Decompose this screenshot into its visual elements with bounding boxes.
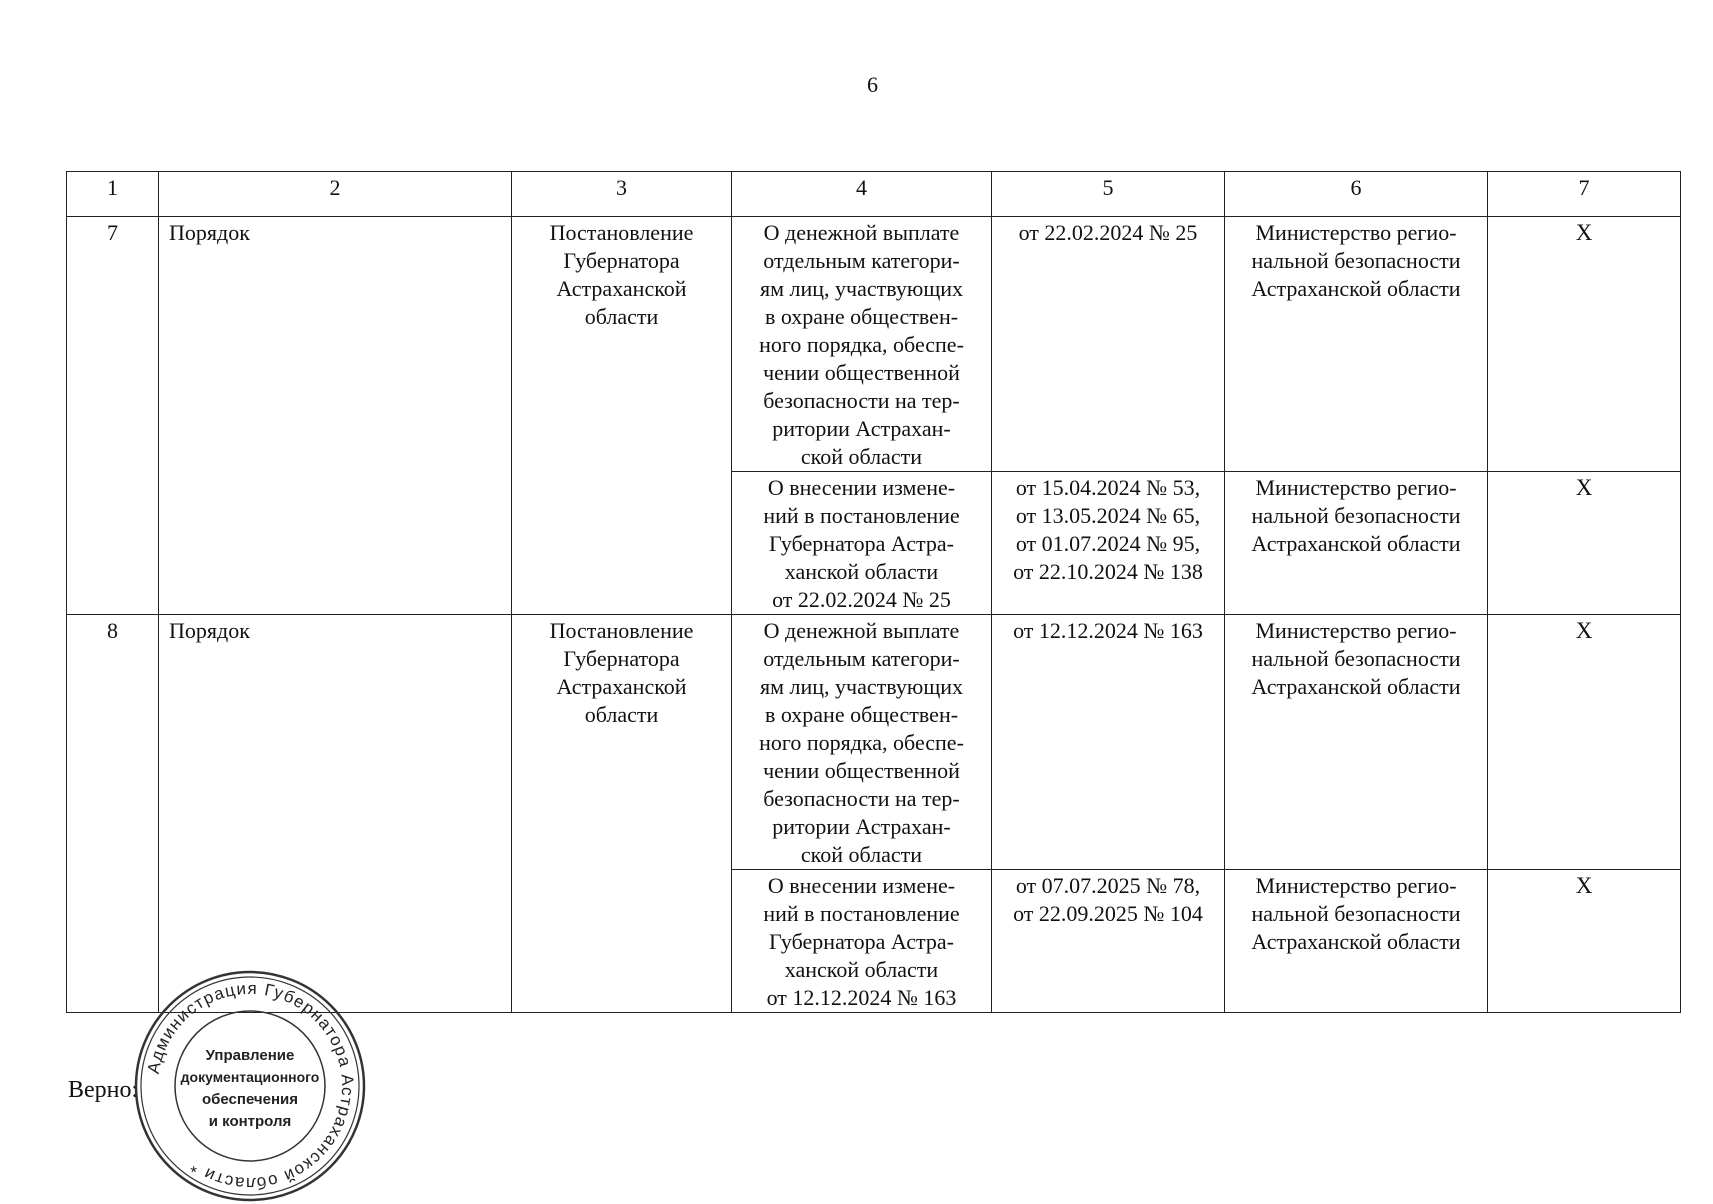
act-title [732, 615, 992, 870]
act-type-line: области [584, 304, 659, 329]
act-type-line: Астраханской [556, 674, 687, 699]
act-type-line: области [584, 702, 659, 727]
table-row [67, 615, 1681, 870]
authority-line: Министерство регио- [1255, 873, 1457, 898]
authority-line: Министерство регио- [1255, 220, 1457, 245]
act-title-line: чении общественной [763, 360, 960, 385]
act-title-line: О денежной выплате [763, 220, 960, 245]
column-header: 2 [159, 172, 512, 217]
act-type-line: Постановление [549, 618, 694, 643]
act-title-line: безопасности на тер- [763, 786, 960, 811]
act-title-line: отдельным категори- [763, 646, 960, 671]
act-title-line: отдельным категори- [763, 248, 960, 273]
act-title [732, 870, 992, 1013]
act-title-line: ской области [800, 842, 923, 867]
authority-line: нальной безопасности [1251, 248, 1461, 273]
act-title-line: ного порядка, обеспе- [759, 332, 964, 357]
act-type-line: Астраханской [556, 276, 687, 301]
act-title-line: ного порядка, обеспе- [759, 730, 964, 755]
responsible-authority [1225, 870, 1488, 1013]
column-header: 3 [512, 172, 732, 217]
document-name: Порядок [159, 217, 512, 615]
stamp-center-line: и контроля [208, 1113, 292, 1130]
act-title-line: в охране обществен- [764, 702, 959, 727]
table-row [67, 217, 1681, 472]
act-title-line: ям лиц, участвующих [759, 674, 964, 699]
stamp-outer-ring [136, 972, 364, 1200]
authority-line: Астраханской области [1251, 276, 1461, 301]
mark-x: Х [1488, 615, 1681, 870]
authority-line: нальной безопасности [1251, 901, 1461, 926]
act-title-line: О денежной выплате [763, 618, 960, 643]
authority-line: Астраханской области [1251, 531, 1461, 556]
column-header: 5 [992, 172, 1225, 217]
act-type-line: Постановление [549, 220, 694, 245]
responsible-authority [1225, 615, 1488, 870]
act-title [732, 217, 992, 472]
stamp-ring-text: Администрация Губернатора Астраханской области * [143, 978, 358, 1194]
act-title [732, 472, 992, 615]
act-date: от 22.02.2024 № 25 [1018, 220, 1198, 245]
row-number: 7 [67, 217, 159, 615]
act-title-line: Губернатора Астра- [769, 929, 954, 954]
act-type-line: Губернатора [563, 248, 680, 273]
act-date: от 01.07.2024 № 95, [1015, 531, 1201, 556]
act-date: от 15.04.2024 № 53, [1015, 475, 1201, 500]
authority-line: Астраханской области [1251, 929, 1461, 954]
official-seal-stamp [132, 968, 368, 1204]
act-title-line: чении общественной [763, 758, 960, 783]
registry-table [66, 171, 1681, 1013]
column-header: 7 [1488, 172, 1681, 217]
act-title-line: О внесении измене- [767, 873, 956, 898]
authority-line: Астраханской области [1251, 674, 1461, 699]
act-dates [992, 615, 1225, 870]
act-date: от 13.05.2024 № 65, [1015, 503, 1201, 528]
row-number: 8 [67, 615, 159, 1013]
column-header: 4 [732, 172, 992, 217]
stamp-center-line: Управление [205, 1047, 295, 1064]
header-row [67, 172, 1681, 217]
act-date: от 12.12.2024 № 163 [1013, 618, 1203, 643]
authority-line: Министерство регио- [1255, 618, 1457, 643]
act-title-line: от 22.02.2024 № 25 [772, 587, 951, 612]
act-title-line: ской области [800, 444, 923, 469]
act-type-line: Губернатора [563, 646, 680, 671]
authority-line: Министерство регио- [1255, 475, 1457, 500]
act-title-line: ритории Астрахан- [772, 416, 951, 441]
act-title-line: ханской области [784, 559, 939, 584]
stamp-outer-ring-inner [141, 977, 359, 1195]
act-dates [992, 472, 1225, 615]
stamp-inner-ring [175, 1011, 325, 1161]
act-title-line: Губернатора Астра- [769, 531, 954, 556]
page-number: 6 [867, 72, 878, 97]
act-title-line: О внесении измене- [767, 475, 956, 500]
act-dates [992, 217, 1225, 472]
certified-label: Верно: [68, 1077, 139, 1103]
act-type [512, 217, 732, 615]
mark-x: Х [1488, 217, 1681, 472]
act-title-line: ханской области [784, 957, 939, 982]
column-header: 6 [1225, 172, 1488, 217]
authority-line: нальной безопасности [1251, 503, 1461, 528]
mark-x: Х [1488, 472, 1681, 615]
mark-x: Х [1488, 870, 1681, 1013]
authority-line: нальной безопасности [1251, 646, 1461, 671]
act-date: от 22.10.2024 № 138 [1013, 559, 1203, 584]
act-date: от 07.07.2025 № 78, [1015, 873, 1201, 898]
act-date: от 22.09.2025 № 104 [1013, 901, 1203, 926]
act-type [512, 615, 732, 1013]
act-title-line: ям лиц, участвующих [759, 276, 964, 301]
column-header: 1 [67, 172, 159, 217]
act-title-line: безопасности на тер- [763, 388, 960, 413]
stamp-center-line: документационного [180, 1069, 320, 1085]
stamp-center-line: обеспечения [201, 1091, 299, 1108]
act-dates [992, 870, 1225, 1013]
responsible-authority [1225, 217, 1488, 472]
responsible-authority [1225, 472, 1488, 615]
act-title-line: ритории Астрахан- [772, 814, 951, 839]
act-title-line: ний в постановление [763, 901, 960, 926]
act-title-line: от 12.12.2024 № 163 [766, 985, 957, 1010]
act-title-line: ний в постановление [763, 503, 960, 528]
document-name: Порядок [159, 615, 512, 1013]
act-title-line: в охране обществен- [764, 304, 959, 329]
